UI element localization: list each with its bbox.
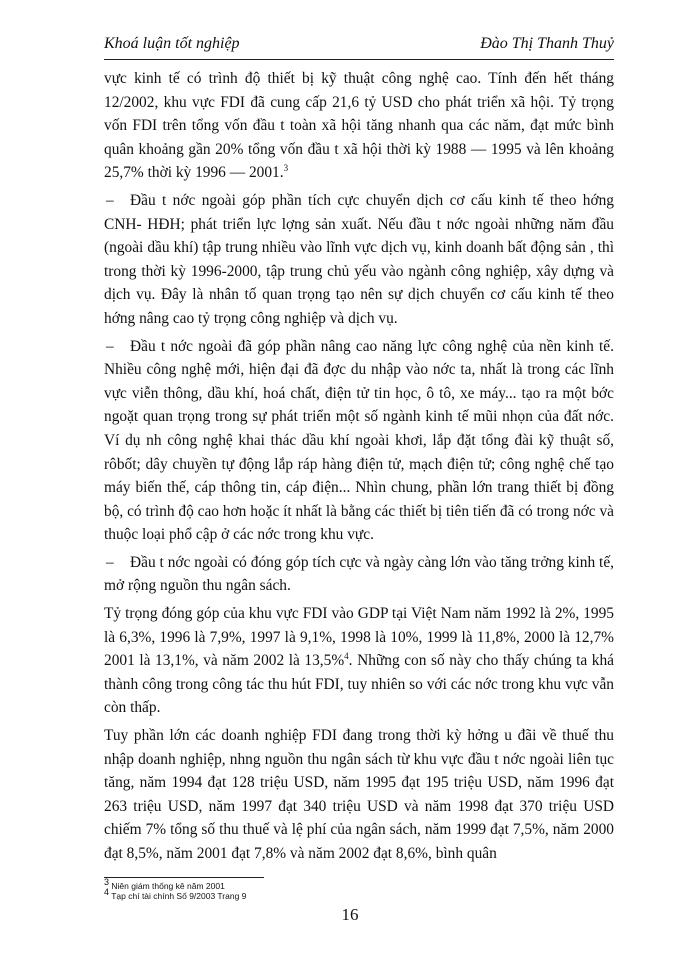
paragraph-text: Đầu t nớc ngoài góp phần tích cực chuyển dịch cơ cấu kinh tế theo hớng CNH- HĐH; phát triển lực lợng sản xuất. Nếu đầu t nớc ngoài những năm đầu (ngoài dầu khí) tập trung nhiều vào lĩnh vực dịch vụ, kinh doanh bất động sản , thì trong thời kỳ 1996-2000, tập trung chủ yếu vào ngành công nghiệp, xây dựng và dịch vụ. Đây là nhân tố quan trọng tạo nên sự dịch chuyển cơ cấu kinh tế theo hớng nâng cao tỷ trọng công nghiệp và dịch vụ. bbox=[104, 191, 614, 327]
paragraph-text: Tỷ trọng đóng góp của khu vực FDI vào GDP tại Việt Nam năm 1992 là 2%, 1995 là 6,3%, 1996 là 7,9%, 1997 là 9,1%, 1998 là 10%, 1999 là 11,8%, 2000 là 12,7% 2001 là 13,1%, và năm 2002 là 13,5% bbox=[104, 605, 614, 670]
bullet-dash: – bbox=[106, 553, 114, 571]
paragraph-growth-budget bbox=[104, 551, 614, 598]
page-number: 16 bbox=[341, 905, 359, 924]
footnote-mark: 4 bbox=[104, 887, 110, 898]
paragraph-text: Đầu t nớc ngoài đã góp phần nâng cao năng lực công nghệ của nền kinh tế. Nhiều công nghệ mới, hiện đại đã đợc du nhập vào nớc ta, nhất là trong các lĩnh vực viễn thông, dầu khí, hoá chất, điện tử tin học, ô tô, xe máy... tạo ra một bớc ngoặt quan trọng trong sự phát triển một số ngành kinh tế mũi nhọn của đất nớc. Ví dụ nh công nghệ khai thác dầu khí ngoài khơi, lắp đặt tổng đài kỹ thuật số, rôbốt; dây chuyền tự động lắp ráp hàng điện tử, mạch điện tử; công nghệ chế tạo máy biến thế, cáp thông tin, cáp điện... Nhìn chung, phần lớn trang thiết bị đồng bộ, có trình độ cao hơn hoặc ít nhất là bằng các thiết bị tiên tiến đã có trong nớc và thuộc loại phổ cập ở các nớc trong khu vực. bbox=[104, 337, 614, 544]
footnotes bbox=[104, 877, 247, 901]
footnote-text: Tạp chí tài chính Số 9/2003 Trang 9 bbox=[111, 891, 247, 901]
header-thesis-title: Khoá luận tốt nghiệp bbox=[104, 35, 240, 52]
page-header bbox=[104, 35, 614, 59]
footnote-3 bbox=[104, 877, 246, 891]
paragraph-budget-revenue bbox=[104, 724, 614, 866]
footnote-divider bbox=[104, 877, 264, 878]
footnote-4 bbox=[104, 887, 247, 901]
footnote-mark: 3 bbox=[104, 877, 110, 888]
paragraph-text-continued: . Những con số này cho thấy chúng ta khá thành công trong công tác thu hút FDI, tuy nhiên so với các nớc trong khu vực vẫn còn thấp. bbox=[104, 652, 615, 717]
bullet-dash: – bbox=[106, 191, 114, 209]
header-divider bbox=[104, 59, 614, 60]
footnote-text: Niên giám thống kê năm 2001 bbox=[111, 881, 225, 891]
paragraph-technology bbox=[104, 335, 614, 547]
paragraph-text: Đầu t nớc ngoài có đóng góp tích cực và ngày càng lớn vào tăng trởng kinh tế, mở rộng nguồn thu ngân sách. bbox=[104, 553, 614, 595]
paragraph-text: vực kinh tế có trình độ thiết bị kỹ thuật công nghệ cao. Tính đến hết tháng 12/2002, khu vực FDI đã cung cấp 21,6 tỷ USD cho phát triển xã hội. Tỷ trọng vốn FDI trên tổng vốn đầu t toàn xã hội tăng nhanh qua các năm, đạt mức bình quân khoảng gần 20% tổng vốn đầu t xã hội thời kỳ 1988 — 1995 và lên khoảng 25,7% thời kỳ 1996 — 2001. bbox=[104, 70, 614, 182]
footnote-ref-4: 4 bbox=[344, 651, 349, 662]
header-author-name: Đào Thị Thanh Thuỷ bbox=[480, 35, 614, 52]
paragraph-fdi-capital bbox=[104, 67, 614, 185]
paragraph-gdp-share bbox=[104, 602, 614, 720]
bullet-dash: – bbox=[106, 337, 114, 355]
footnote-ref-3: 3 bbox=[283, 163, 289, 174]
paragraph-structural-shift bbox=[104, 189, 614, 331]
paragraph-text: Tuy phần lớn các doanh nghiệp FDI đang trong thời kỳ hởng u đãi về thuế thu nhập doanh nghiệp, nhng nguồn thu ngân sách từ khu vực đầu t nớc ngoài liên tục tăng, năm 1994 đạt 128 triệu USD, năm 1995 đạt 195 triệu USD, năm 1996 đạt 263 triệu USD, năm 1997 đạt 340 triệu USD và năm 1998 đạt 370 triệu USD chiếm 7% tổng số thu thuế và lệ phí của ngân sách, năm 1999 đạt 7,5%, năm 2000 đạt 8,5%, năm 2001 đạt 7,8% và năm 2002 đạt 8,6%, bình quân bbox=[104, 727, 614, 862]
document-body bbox=[104, 67, 614, 870]
